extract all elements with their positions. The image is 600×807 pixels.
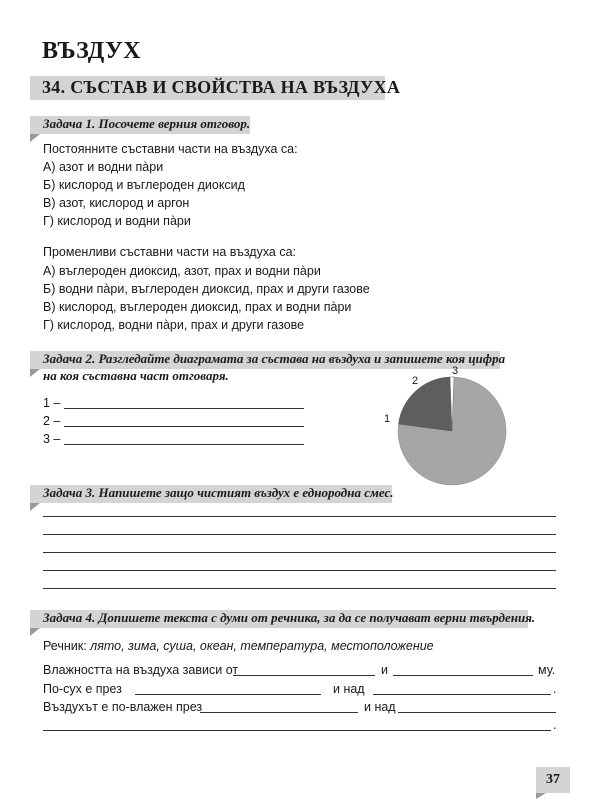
task1-option: Г) кислород, водни пàри, прах и други газове <box>43 318 305 332</box>
writing-line[interactable] <box>43 588 556 589</box>
task1-option: Б) водни пàри, въглероден диоксид, прах и други газове <box>43 282 370 296</box>
dictionary <box>43 637 434 655</box>
task3-header <box>43 485 394 501</box>
page-number: 37 <box>536 767 570 793</box>
dictionary-words: лято, зима, суша, океан, температура, местоположение <box>90 639 434 653</box>
answer-line[interactable] <box>64 408 304 409</box>
task1-option: В) кислород, въглероден диоксид, прах и водни пàри <box>43 300 352 314</box>
task3-label: Задача 3. <box>43 485 96 500</box>
writing-line[interactable] <box>43 516 556 517</box>
fill-blank[interactable] <box>43 730 551 731</box>
task1-option: В) азот, кислород и аргон <box>43 196 190 210</box>
answer-line[interactable] <box>64 444 304 445</box>
sentence-text: и над <box>333 682 365 696</box>
sentence-text: и <box>381 663 388 677</box>
answer-label: 1 – <box>43 396 61 410</box>
task1-question2: Променливи съставни части на въздуха са: <box>43 245 297 259</box>
pie-label-2: 2 <box>412 375 419 387</box>
task4-label: Задача 4. <box>43 610 96 625</box>
pie-slice-2 <box>399 377 453 431</box>
answer-line[interactable] <box>64 426 304 427</box>
fill-blank[interactable] <box>135 694 321 695</box>
task1-corner <box>30 134 40 142</box>
sentence-text: Влажността на въздуха зависи от <box>43 663 239 677</box>
fill-blank[interactable] <box>200 712 358 713</box>
writing-line[interactable] <box>43 534 556 535</box>
dictionary-label: Речник: <box>43 639 87 653</box>
sentence-text: . <box>553 682 557 696</box>
fill-blank[interactable] <box>398 712 556 713</box>
task2-corner <box>30 369 40 377</box>
pie-label-1: 1 <box>384 413 391 425</box>
task1-label: Задача 1. <box>43 116 96 131</box>
task1-question1: Постоянните съставни части на въздуха са: <box>43 142 298 156</box>
writing-line[interactable] <box>43 570 556 571</box>
fill-blank[interactable] <box>393 675 533 676</box>
writing-line[interactable] <box>43 552 556 553</box>
answer-label: 3 – <box>43 432 61 446</box>
task1-option: Б) кислород и въглероден диоксид <box>43 178 245 192</box>
fill-blank[interactable] <box>373 694 551 695</box>
task2-label: Задача 2. <box>43 351 96 366</box>
section-title: ВЪЗДУХ <box>42 38 142 64</box>
task2-instruction: Разгледайте диаграмата за състава на въздуха и запишете коя цифра <box>98 351 506 366</box>
task1-header <box>43 116 250 132</box>
air-composition-pie-chart <box>370 360 530 490</box>
task4-header <box>43 610 535 626</box>
task4-instruction: Допишете текста с думи от речника, за да се получават верни твърдения. <box>98 610 536 625</box>
pie-label-3: 3 <box>452 365 459 377</box>
sentence-text: Въздухът е по-влажен през <box>43 700 203 714</box>
sentence-text: и над <box>364 700 396 714</box>
task1-option: Г) кислород и водни пàри <box>43 214 191 228</box>
task1-option: А) азот и водни пàри <box>43 160 164 174</box>
lesson-title: 34. СЪСТАВ И СВОЙСТВА НА ВЪЗДУХА <box>42 77 401 97</box>
task1-option: А) въглероден диоксид, азот, прах и водни пàри <box>43 264 321 278</box>
page-number-corner <box>536 793 546 799</box>
task3-instruction: Напишете защо чистият въздух е еднородна смес. <box>98 485 394 500</box>
task3-corner <box>30 503 40 511</box>
sentence-text: . <box>553 718 557 732</box>
task4-corner <box>30 628 40 636</box>
task2-instruction-line2: на коя съставна част отговаря. <box>43 368 229 383</box>
task1-instruction: Посочете верния отговор. <box>98 116 251 131</box>
fill-blank[interactable] <box>233 675 375 676</box>
answer-label: 2 – <box>43 414 61 428</box>
sentence-text: му. <box>538 663 556 677</box>
sentence-text: По-сух е през <box>43 682 122 696</box>
